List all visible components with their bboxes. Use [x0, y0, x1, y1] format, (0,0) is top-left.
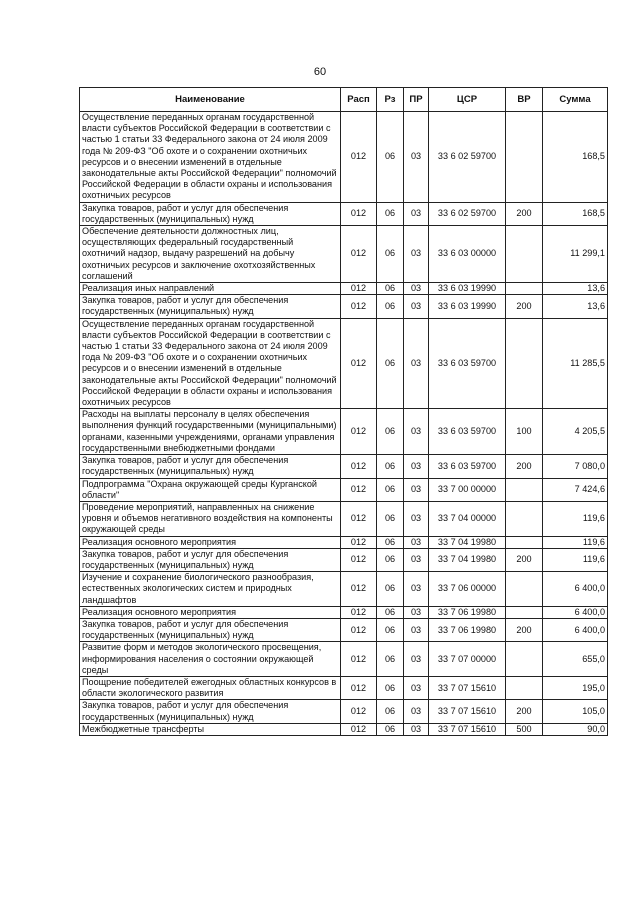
row-vr: 200	[506, 455, 543, 478]
row-pr: 03	[404, 548, 429, 571]
row-rz: 06	[377, 501, 404, 536]
row-pr: 03	[404, 455, 429, 478]
table-row	[80, 318, 608, 409]
table-row	[80, 455, 608, 478]
row-name: Развитие форм и методов экологического просвещения, информирования населения о состоянии окружающей среды	[80, 642, 341, 677]
row-vr	[506, 642, 543, 677]
row-name: Изучение и сохранение биологического разнообразия, естественных экологических систем и природных ландшафтов	[80, 572, 341, 607]
row-pr: 03	[404, 572, 429, 607]
table-row	[80, 606, 608, 618]
row-rasp: 012	[341, 723, 377, 735]
row-sum: 90,0	[543, 723, 608, 735]
table-row	[80, 501, 608, 536]
table-row	[80, 572, 608, 607]
table-row	[80, 478, 608, 501]
row-sum: 168,5	[543, 112, 608, 203]
row-sum: 119,6	[543, 536, 608, 548]
row-name: Подпрограмма "Охрана окружающей среды Курганской области"	[80, 478, 341, 501]
row-rz: 06	[377, 478, 404, 501]
row-vr: 100	[506, 409, 543, 455]
row-sum: 11 299,1	[543, 226, 608, 283]
row-rasp: 012	[341, 478, 377, 501]
row-sum: 119,6	[543, 548, 608, 571]
row-csr: 33 6 02 59700	[429, 202, 506, 225]
row-name: Обеспечение деятельности должностных лиц, осуществляющих федеральный государственный охотничий надзор, выдачу разрешений на добычу охотничьих ресурсов и заключение охотхозяйственных соглашений	[80, 226, 341, 283]
row-vr	[506, 536, 543, 548]
table-row	[80, 700, 608, 723]
row-csr: 33 7 06 00000	[429, 572, 506, 607]
row-csr: 33 7 07 15610	[429, 700, 506, 723]
row-sum: 6 400,0	[543, 618, 608, 641]
row-vr: 200	[506, 202, 543, 225]
row-sum: 6 400,0	[543, 572, 608, 607]
row-sum: 119,6	[543, 501, 608, 536]
row-rasp: 012	[341, 700, 377, 723]
table-row	[80, 723, 608, 735]
row-rz: 06	[377, 548, 404, 571]
row-vr: 200	[506, 700, 543, 723]
row-pr: 03	[404, 723, 429, 735]
row-csr: 33 6 03 19990	[429, 295, 506, 318]
row-pr: 03	[404, 606, 429, 618]
row-pr: 03	[404, 478, 429, 501]
row-rasp: 012	[341, 283, 377, 295]
row-rasp: 012	[341, 226, 377, 283]
row-name: Осуществление переданных органам государственной власти субъектов Российской Федерации в соответствии с частью 1 статьи 33 Федерального закона от 24 июля 2009 года № 209-ФЗ "Об охоте и о сохранении охотничьих ресурсов и о внесении изменений в отдельные законодательные акты Российской Федерации" полномочий Российской Федерации в области охраны и использования охотничьих ресурсов	[80, 112, 341, 203]
row-csr: 33 7 00 00000	[429, 478, 506, 501]
row-rasp: 012	[341, 455, 377, 478]
row-csr: 33 7 07 15610	[429, 723, 506, 735]
row-rasp: 012	[341, 295, 377, 318]
row-pr: 03	[404, 226, 429, 283]
row-rz: 06	[377, 226, 404, 283]
row-name: Закупка товаров, работ и услуг для обеспечения государственных (муниципальных) нужд	[80, 295, 341, 318]
row-rasp: 012	[341, 501, 377, 536]
row-rz: 06	[377, 700, 404, 723]
row-csr: 33 6 03 19990	[429, 283, 506, 295]
row-vr: 200	[506, 618, 543, 641]
row-rz: 06	[377, 723, 404, 735]
row-name: Межбюджетные трансферты	[80, 723, 341, 735]
row-name: Закупка товаров, работ и услуг для обеспечения государственных (муниципальных) нужд	[80, 455, 341, 478]
row-rz: 06	[377, 112, 404, 203]
row-rz: 06	[377, 618, 404, 641]
row-vr	[506, 501, 543, 536]
row-sum: 4 205,5	[543, 409, 608, 455]
row-pr: 03	[404, 202, 429, 225]
table-row	[80, 226, 608, 283]
row-rasp: 012	[341, 606, 377, 618]
row-sum: 7 424,6	[543, 478, 608, 501]
row-csr: 33 6 02 59700	[429, 112, 506, 203]
row-name: Расходы на выплаты персоналу в целях обеспечения выполнения функций государственными (муниципальными) органами, казенными учреждениями, органами управления государственными внебюджетными фондами	[80, 409, 341, 455]
header-rz: Рз	[377, 88, 404, 112]
row-rz: 06	[377, 409, 404, 455]
row-name: Проведение мероприятий, направленных на снижение уровня и объемов негативного воздействия на компоненты окружающей среды	[80, 501, 341, 536]
row-csr: 33 6 03 59700	[429, 409, 506, 455]
row-rasp: 012	[341, 676, 377, 699]
row-name: Реализация основного мероприятия	[80, 606, 341, 618]
row-rz: 06	[377, 642, 404, 677]
row-csr: 33 6 03 59700	[429, 455, 506, 478]
row-rasp: 012	[341, 618, 377, 641]
row-csr: 33 7 04 00000	[429, 501, 506, 536]
row-vr	[506, 112, 543, 203]
row-pr: 03	[404, 112, 429, 203]
row-vr: 200	[506, 548, 543, 571]
table-row	[80, 409, 608, 455]
row-pr: 03	[404, 283, 429, 295]
row-sum: 7 080,0	[543, 455, 608, 478]
row-vr	[506, 226, 543, 283]
row-rz: 06	[377, 283, 404, 295]
row-csr: 33 6 03 59700	[429, 318, 506, 409]
row-vr	[506, 478, 543, 501]
table-row	[80, 536, 608, 548]
row-name: Осуществление переданных органам государственной власти субъектов Российской Федерации в соответствии с частью 1 статьи 33 Федерального закона от 24 июля 2009 года № 209-ФЗ "Об охоте и о сохранении охотничьих ресурсов и о внесении изменений в отдельные законодательные акты Российской Федерации" полномочий Российской Федерации в области охраны и использования охотничьих ресурсов	[80, 318, 341, 409]
row-sum: 168,5	[543, 202, 608, 225]
row-sum: 105,0	[543, 700, 608, 723]
row-vr	[506, 283, 543, 295]
row-rz: 06	[377, 455, 404, 478]
row-pr: 03	[404, 409, 429, 455]
row-rasp: 012	[341, 548, 377, 571]
row-rasp: 012	[341, 318, 377, 409]
row-name: Закупка товаров, работ и услуг для обеспечения государственных (муниципальных) нужд	[80, 548, 341, 571]
table-row	[80, 112, 608, 203]
row-sum: 195,0	[543, 676, 608, 699]
row-rasp: 012	[341, 202, 377, 225]
table-row	[80, 676, 608, 699]
row-rz: 06	[377, 536, 404, 548]
header-rasp: Расп	[341, 88, 377, 112]
row-name: Поощрение победителей ежегодных областных конкурсов в области экологического развития	[80, 676, 341, 699]
budget-table	[79, 87, 608, 736]
table-header-row	[80, 88, 608, 112]
row-name: Реализация основного мероприятия	[80, 536, 341, 548]
header-name: Наименование	[80, 88, 341, 112]
row-rz: 06	[377, 318, 404, 409]
row-sum: 6 400,0	[543, 606, 608, 618]
row-vr: 500	[506, 723, 543, 735]
row-rz: 06	[377, 572, 404, 607]
row-pr: 03	[404, 700, 429, 723]
row-name: Закупка товаров, работ и услуг для обеспечения государственных (муниципальных) нужд	[80, 202, 341, 225]
row-rasp: 012	[341, 572, 377, 607]
table-row	[80, 642, 608, 677]
table-row	[80, 202, 608, 225]
row-name: Закупка товаров, работ и услуг для обеспечения государственных (муниципальных) нужд	[80, 618, 341, 641]
row-sum: 655,0	[543, 642, 608, 677]
row-rasp: 012	[341, 642, 377, 677]
row-vr	[506, 606, 543, 618]
row-rasp: 012	[341, 409, 377, 455]
row-csr: 33 7 06 19980	[429, 606, 506, 618]
table-row	[80, 548, 608, 571]
row-vr: 200	[506, 295, 543, 318]
row-pr: 03	[404, 295, 429, 318]
row-name: Закупка товаров, работ и услуг для обеспечения государственных (муниципальных) нужд	[80, 700, 341, 723]
row-sum: 11 285,5	[543, 318, 608, 409]
header-vr: ВР	[506, 88, 543, 112]
row-name: Реализация иных направлений	[80, 283, 341, 295]
row-vr	[506, 318, 543, 409]
row-csr: 33 7 04 19980	[429, 536, 506, 548]
row-pr: 03	[404, 501, 429, 536]
row-rz: 06	[377, 202, 404, 225]
row-csr: 33 7 06 19980	[429, 618, 506, 641]
header-pr: ПР	[404, 88, 429, 112]
row-pr: 03	[404, 676, 429, 699]
header-csr: ЦСР	[429, 88, 506, 112]
row-pr: 03	[404, 642, 429, 677]
row-rz: 06	[377, 606, 404, 618]
row-csr: 33 7 07 15610	[429, 676, 506, 699]
row-rasp: 012	[341, 536, 377, 548]
row-rasp: 012	[341, 112, 377, 203]
table-row	[80, 618, 608, 641]
row-vr	[506, 572, 543, 607]
row-sum: 13,6	[543, 283, 608, 295]
table-row	[80, 283, 608, 295]
row-rz: 06	[377, 295, 404, 318]
row-rz: 06	[377, 676, 404, 699]
row-pr: 03	[404, 318, 429, 409]
row-csr: 33 6 03 00000	[429, 226, 506, 283]
row-csr: 33 7 07 00000	[429, 642, 506, 677]
table-row	[80, 295, 608, 318]
row-sum: 13,6	[543, 295, 608, 318]
header-sum: Сумма	[543, 88, 608, 112]
row-pr: 03	[404, 618, 429, 641]
page-number: 60	[313, 66, 327, 78]
row-csr: 33 7 04 19980	[429, 548, 506, 571]
row-pr: 03	[404, 536, 429, 548]
row-vr	[506, 676, 543, 699]
